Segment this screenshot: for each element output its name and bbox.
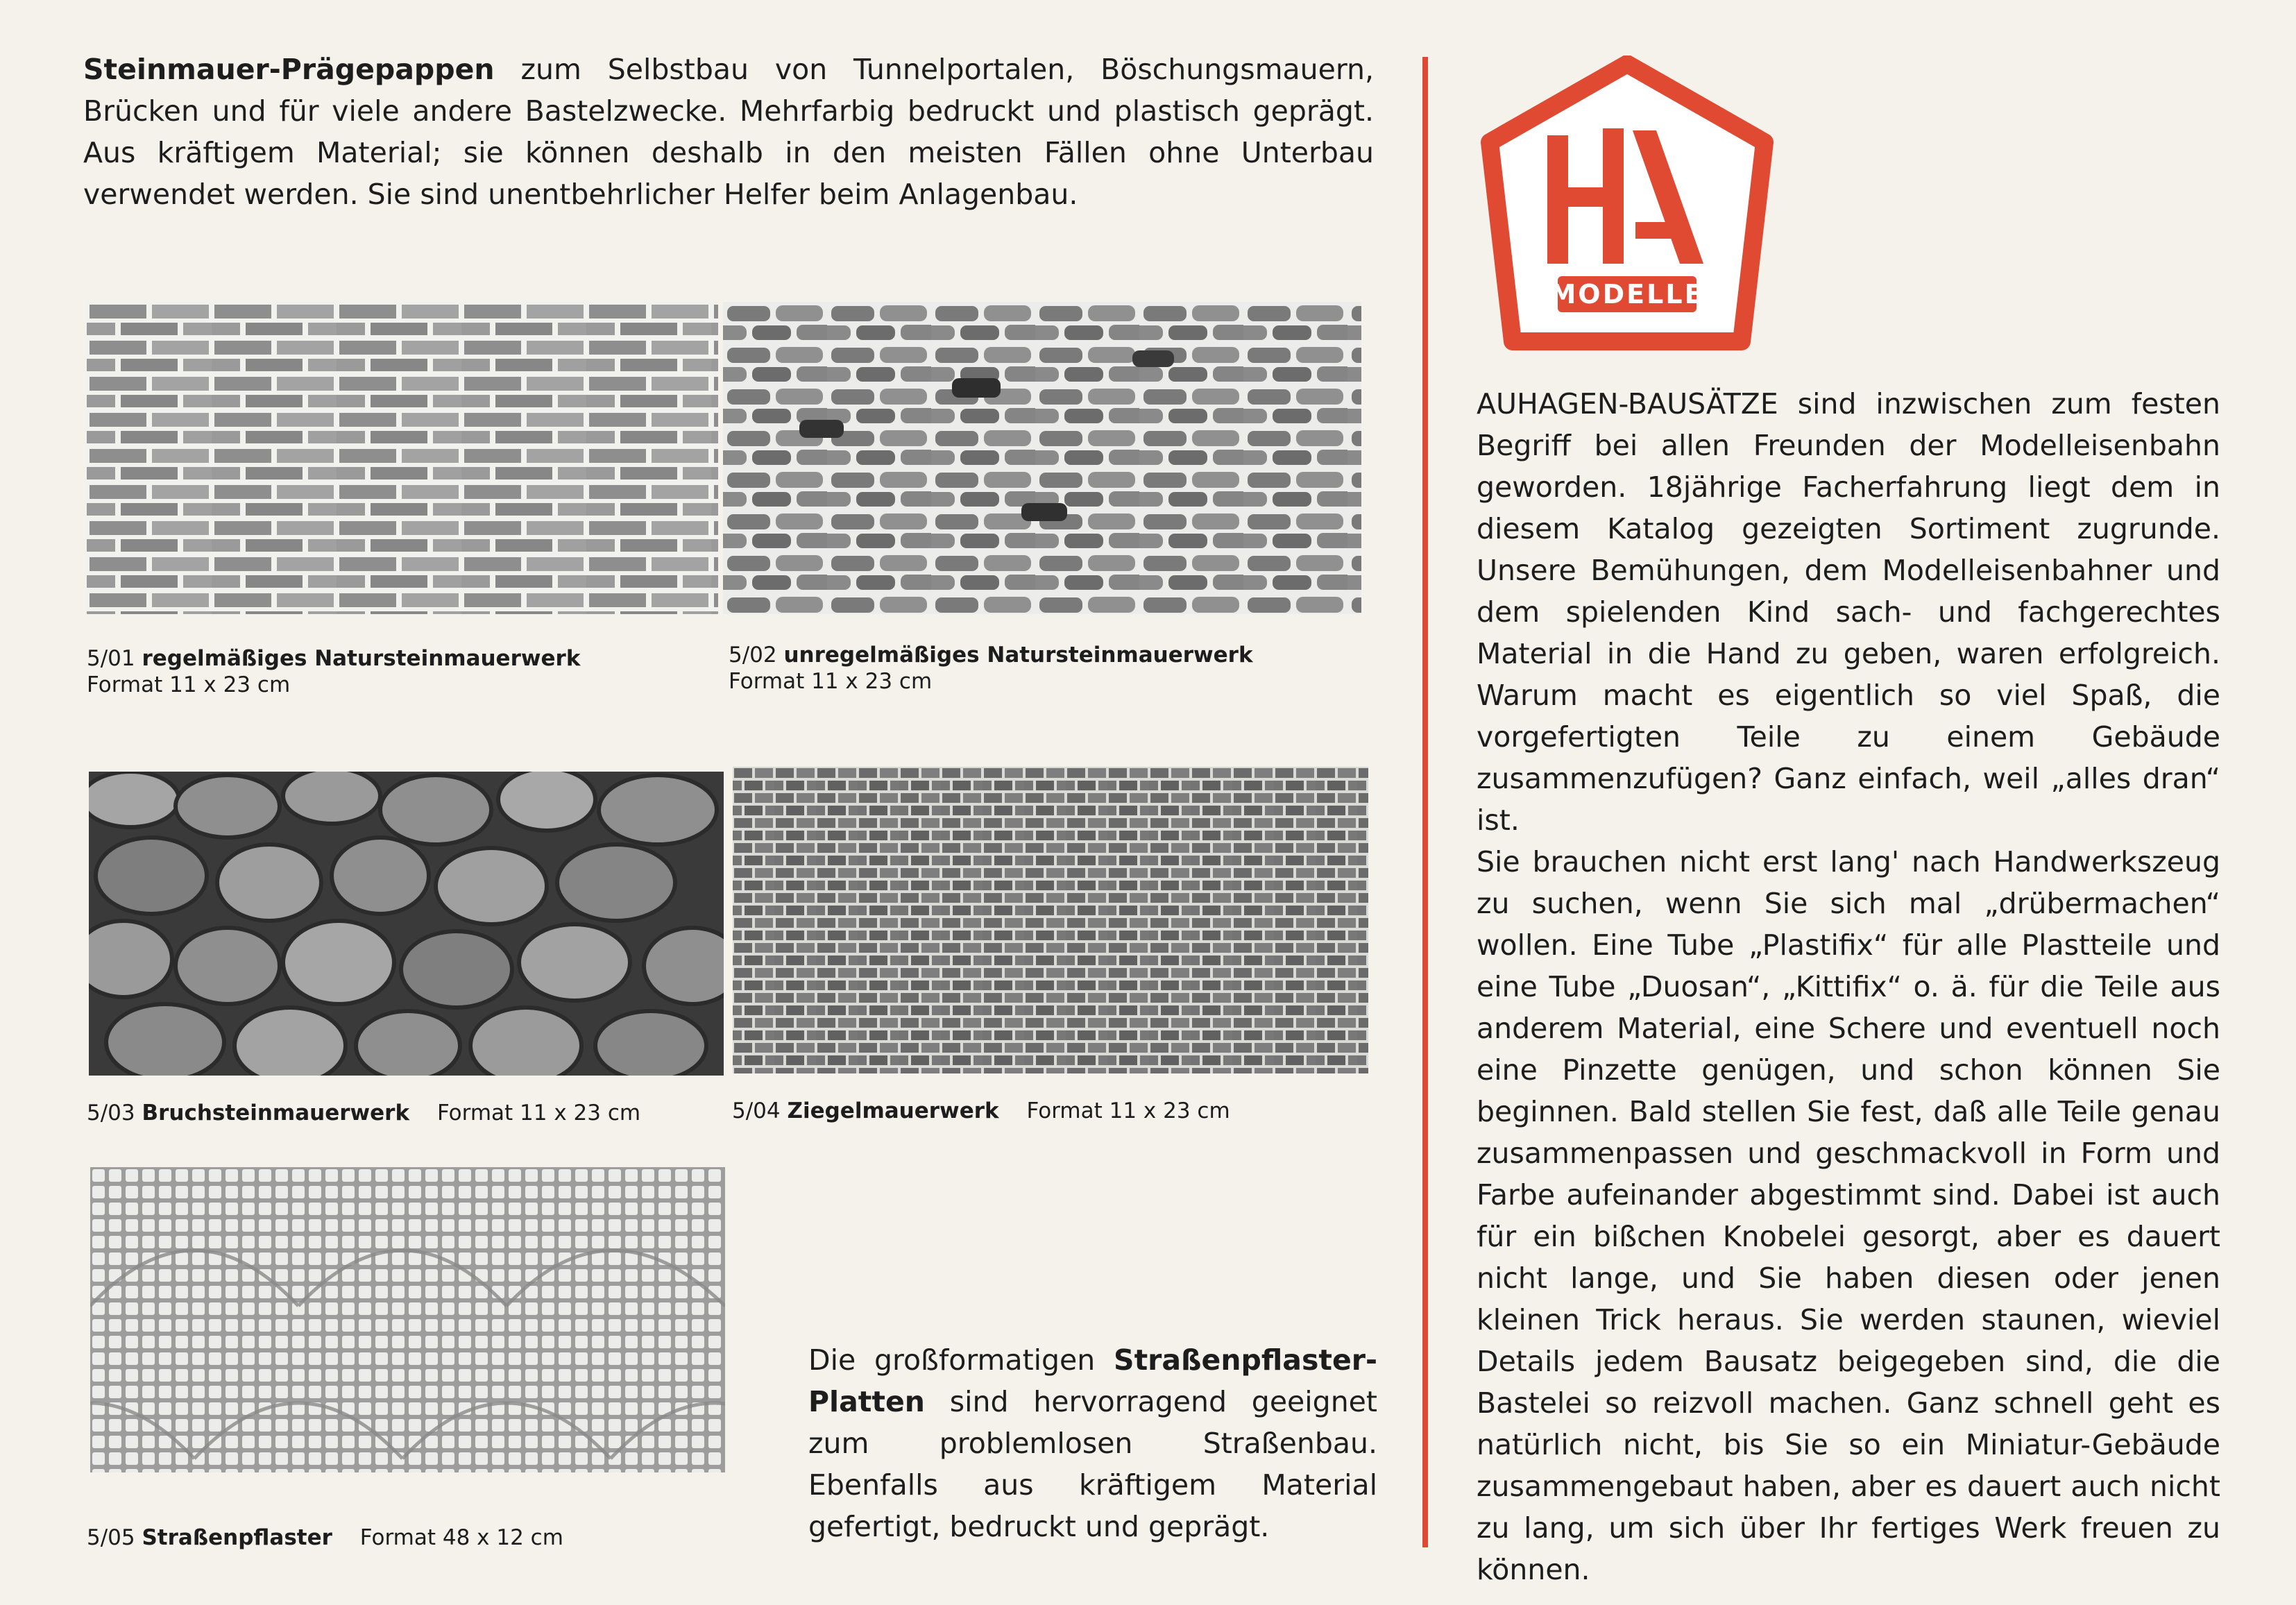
swatch-brick-wall <box>733 767 1368 1073</box>
caption-5-05 <box>87 1525 563 1551</box>
swatch-irregular-stone-wall <box>723 302 1361 614</box>
caption-5-03 <box>87 1100 640 1126</box>
column-divider <box>1422 57 1428 1547</box>
product-format: Format 11 x 23 cm <box>1026 1098 1230 1123</box>
product-name: Ziegelmauerwerk <box>787 1098 999 1123</box>
product-name: Bruchsteinmauerwerk <box>142 1101 410 1126</box>
product-code: 5/03 <box>87 1101 135 1126</box>
product-code: 5/02 <box>729 643 777 668</box>
intro-bold: Steinmauer-Prägepappen <box>83 53 495 86</box>
product-code: 5/05 <box>87 1525 135 1550</box>
swatch-regular-stone-wall <box>87 302 718 614</box>
description-paragraph-1: AUHAGEN-BAUSÄTZE sind inzwischen zum festen Begriff bei allen Freunden der Modelleisenbahn geworden. 18jährige Facherfahrung liegt dem in diesem Katalog gezeigten Sortiment zugrunde. Unsere Bemühungen, dem Modelleisenbahner und dem spielenden Kind sach- und fachgerechtes Material in die Hand zu geben, waren erfolgreich. Warum macht es eigentlich so viel Spaß, die vorgefertigten Teile zu einem Gebäude zusammenzufügen? Ganz einfach, weil „alles dran“ ist. <box>1477 387 2220 837</box>
product-name: unregelmäßiges Natursteinmauerwerk <box>783 643 1253 668</box>
intro-text: zum Selbstbau von Tunnelportalen, Böschungsmauern, Brücken und für viele andere Bastelzwecke. Mehrfarbig bedruckt und plastisch geprägt. Aus kräftigem Material; sie können deshalb in den meisten Fällen ohne Unterbau verwendet werden. Sie sind unentbehrlicher Helfer beim Anlagenbau. <box>83 53 1374 211</box>
paving-bold: Straßenpflaster-Platten <box>808 1343 1377 1418</box>
paving-pre: Die großformatigen <box>808 1343 1114 1377</box>
product-format: Format 11 x 23 cm <box>87 672 291 697</box>
product-code: 5/01 <box>87 646 135 671</box>
swatch-rubble-stone-wall <box>89 772 724 1076</box>
product-code: 5/04 <box>732 1098 781 1123</box>
product-name: Straßenpflaster <box>142 1525 332 1550</box>
product-format: Format 11 x 23 cm <box>436 1101 641 1126</box>
swatch-road-paving <box>90 1167 725 1472</box>
caption-5-04 <box>732 1098 1230 1124</box>
description-paragraph-2: Sie brauchen nicht erst lang' nach Handwerkszeug zu suchen, wenn Sie sich mal „drübermachen“ wollen. Eine Tube „Plastifix“ für alle Plastteile und eine Tube „Duosan“, „Kittifix“ o. ä. für die Teile aus anderem Material, eine Schere und eventuell noch eine Pinzette genügen, und schon können Sie beginnen. Bald stellen Sie fest, daß alle Teile genau zusammenpassen und geschmackvoll in Form und Farbe aufeinander abgestimmt sind. Dabei ist auch für ein bißchen Knobelei gesorgt, aber es dauert nicht lange, und Sie haben diesen oder jenen kleinen Trick heraus. Sie werden staunen, wieviel Details jedem Bausatz beigegeben sind, die die Bastelei so reizvoll machen. Ganz schnell geht es natürlich nicht, bis Sie so ein Miniatur-Gebäude zusammengebaut haben, aber es dauert auch nicht zu lang, um sich über Ihr fertiges Werk freuen zu können. <box>1477 845 2220 1586</box>
caption-5-01 <box>87 645 580 698</box>
logo-text: MODELLE <box>1549 279 1705 309</box>
product-format: Format 11 x 23 cm <box>729 669 933 694</box>
ha-modelle-logo <box>1474 56 1780 361</box>
caption-5-02 <box>729 642 1253 695</box>
intro-paragraph <box>83 49 1374 215</box>
auhagen-description <box>1477 383 2220 1590</box>
paving-paragraph <box>808 1339 1377 1547</box>
paving-post: sind hervorragend geeignet zum problemlosen Straßenbau. Ebenfalls aus kräftigem Material gefertigt, bedruckt und geprägt. <box>808 1385 1377 1543</box>
product-format: Format 48 x 12 cm <box>359 1525 563 1550</box>
product-name: regelmäßiges Natursteinmauerwerk <box>142 646 581 671</box>
